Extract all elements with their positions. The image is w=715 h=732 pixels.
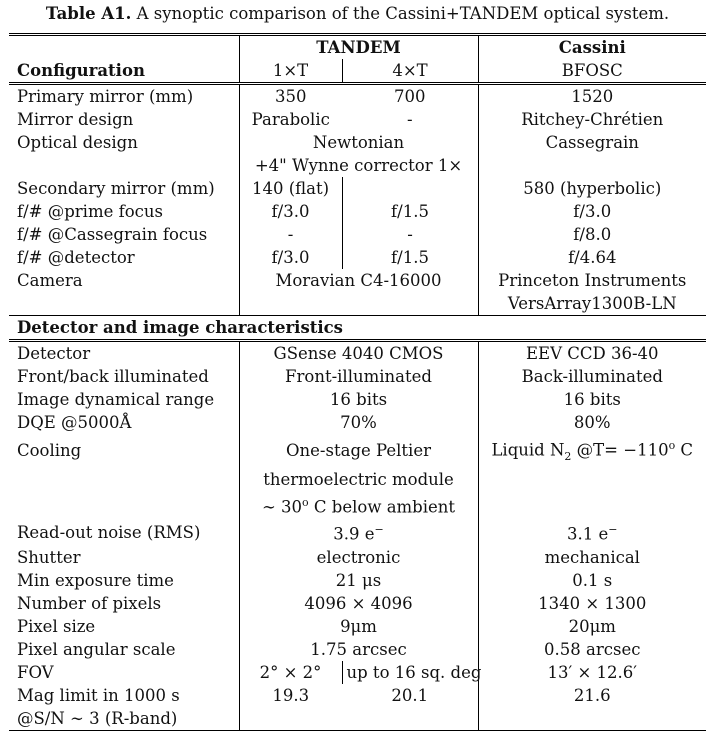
table-row (9, 365, 706, 388)
cell-cassini: 0.1 s (478, 569, 706, 592)
cell-cassini: 21.6 (478, 684, 706, 707)
table-row (9, 131, 706, 154)
cell-tandem: 1.75 arcsec (239, 638, 478, 661)
cell-tandem: 4096 × 4096 (239, 592, 478, 615)
row-label: Mag limit in 1000 s (17, 685, 180, 705)
table-row (9, 269, 706, 292)
cell-cassini: Cassegrain (478, 131, 706, 154)
config-cassini: BFOSC (478, 59, 706, 84)
cell-1t: - (239, 223, 342, 246)
caption-text: A synoptic comparison of the Cassini+TANDEM optical system. (136, 4, 670, 23)
row-label: f/# @prime focus (17, 202, 163, 221)
cell-1t: f/3.0 (239, 246, 342, 269)
cell-cassini: Princeton Instruments (478, 269, 706, 292)
table-row (9, 638, 706, 661)
row-label: Secondary mirror (mm) (17, 179, 215, 198)
cell-1t: 2° × 2° (239, 661, 342, 684)
cell-cassini: 16 bits (478, 388, 706, 411)
table-row (9, 177, 706, 200)
cell-cassini: 1520 (478, 84, 706, 109)
cell-tandem: 3.9 e− (239, 518, 478, 546)
table-row (9, 546, 706, 569)
cell-4t: up to 16 sq. deg (346, 662, 482, 682)
row-label: Pixel angular scale (17, 639, 176, 659)
cell-4t: - (407, 225, 413, 244)
table-row (9, 411, 706, 434)
table-row (9, 246, 706, 269)
table-row (9, 491, 706, 519)
row-label: Pixel size (17, 616, 96, 636)
cell-tandem: Newtonian (239, 131, 478, 154)
table-row (9, 108, 706, 131)
table-row (9, 200, 706, 223)
cell-tandem: electronic (239, 546, 478, 569)
table-row (9, 615, 706, 638)
cell-tandem: GSense 4040 CMOS (239, 341, 478, 366)
cell-tandem: 9μm (239, 615, 478, 638)
row-label: Optical design (17, 133, 138, 152)
row-label: Read-out noise (RMS) (17, 522, 201, 542)
config-row (9, 59, 706, 84)
cell-cassini: Ritchey-Chrétien (478, 108, 706, 131)
row-label: Image dynamical range (17, 390, 215, 409)
table-row (9, 592, 706, 615)
cell-tandem: 70% (239, 411, 478, 434)
row-label: Shutter (17, 547, 81, 567)
section-title: Detector and image characteristics (9, 316, 706, 341)
cell-tandem: Front-illuminated (239, 365, 478, 388)
cell-4t: 700 (394, 87, 426, 106)
section-header-row (9, 316, 706, 341)
cell-cassini: Liquid $N_2$ @T= $-110^o$ C (478, 434, 706, 468)
table-caption (0, 4, 715, 23)
cell-tandem: One-stage Peltier (239, 434, 478, 468)
row-label: Min exposure time (17, 570, 174, 590)
row-label: FOV (17, 662, 54, 682)
header-tandem: TANDEM (239, 35, 478, 60)
table-row (9, 684, 706, 707)
cell-4t: - (406, 110, 413, 129)
row-label: Front/back illuminated (17, 367, 209, 386)
cell-1t: f/3.0 (239, 200, 342, 223)
row-label: DQE @5000Å (17, 413, 132, 432)
cell-tandem: +4" Wynne corrector 1× (239, 154, 478, 177)
config-1t: 1×T (239, 59, 342, 84)
cell-cassini: 80% (478, 411, 706, 434)
table-row (9, 468, 706, 491)
table-row (9, 388, 706, 411)
table-row (9, 569, 706, 592)
cell-4t: f/1.5 (391, 202, 429, 221)
cell-4t: 20.1 (391, 685, 429, 705)
comparison-table (9, 33, 706, 731)
table-row (9, 518, 706, 546)
cell-tandem: Moravian C4-16000 (239, 269, 478, 292)
row-label: Cooling (17, 441, 82, 461)
cell-cassini: 3.1 e− (478, 518, 706, 546)
row-label: Detector (17, 344, 91, 363)
cell-cassini: mechanical (478, 546, 706, 569)
cell-cassini: f/3.0 (478, 200, 706, 223)
config-label: Configuration (9, 59, 239, 84)
row-label: Mirror design (17, 110, 134, 129)
caption-label: Table A1. (45, 4, 132, 23)
row-label: @S/N ∼ 3 (R-band) (9, 707, 239, 731)
table-row (9, 434, 706, 468)
row-label: f/# @Cassegrain focus (17, 225, 208, 244)
row-label: Primary mirror (mm) (17, 87, 194, 106)
cell-cassini: EEV CCD 36-40 (478, 341, 706, 366)
table-row (9, 84, 706, 109)
cell-cassini: 1340 × 1300 (478, 592, 706, 615)
row-label: Number of pixels (17, 593, 162, 613)
table-row (9, 661, 706, 684)
cell-1t: 19.3 (239, 684, 342, 707)
cell-cassini: 13′ × 12.6′ (478, 661, 706, 684)
cell-cassini: 0.58 arcsec (478, 638, 706, 661)
cell-4t: f/1.5 (391, 248, 429, 267)
header-row (9, 35, 706, 60)
cell-cassini: f/4.64 (478, 246, 706, 269)
cell-1t: Parabolic (239, 108, 342, 131)
cell-tandem: 16 bits (239, 388, 478, 411)
table-row (9, 707, 706, 731)
cell-tandem: ∼ 30$^o$ C below ambient (239, 491, 478, 519)
cell-tandem: 21 μs (239, 569, 478, 592)
cell-1t: 350 (239, 84, 342, 109)
row-label: Camera (17, 271, 83, 290)
table-row (9, 154, 706, 177)
cell-cassini: f/8.0 (478, 223, 706, 246)
table-row (9, 223, 706, 246)
row-label: f/# @detector (17, 248, 135, 267)
table-row (9, 341, 706, 366)
cell-tandem: thermoelectric module (239, 468, 478, 491)
cell-cassini: Back-illuminated (478, 365, 706, 388)
header-cassini: Cassini (478, 35, 706, 60)
cell-1t: 140 (flat) (239, 177, 342, 200)
cell-cassini: 580 (hyperbolic) (478, 177, 706, 200)
table-row (9, 292, 706, 316)
cell-4t (342, 177, 478, 200)
cell-cassini: VersArray1300B-LN (478, 292, 706, 316)
cell-cassini: 20μm (478, 615, 706, 638)
config-4t: 4×T (342, 59, 478, 84)
